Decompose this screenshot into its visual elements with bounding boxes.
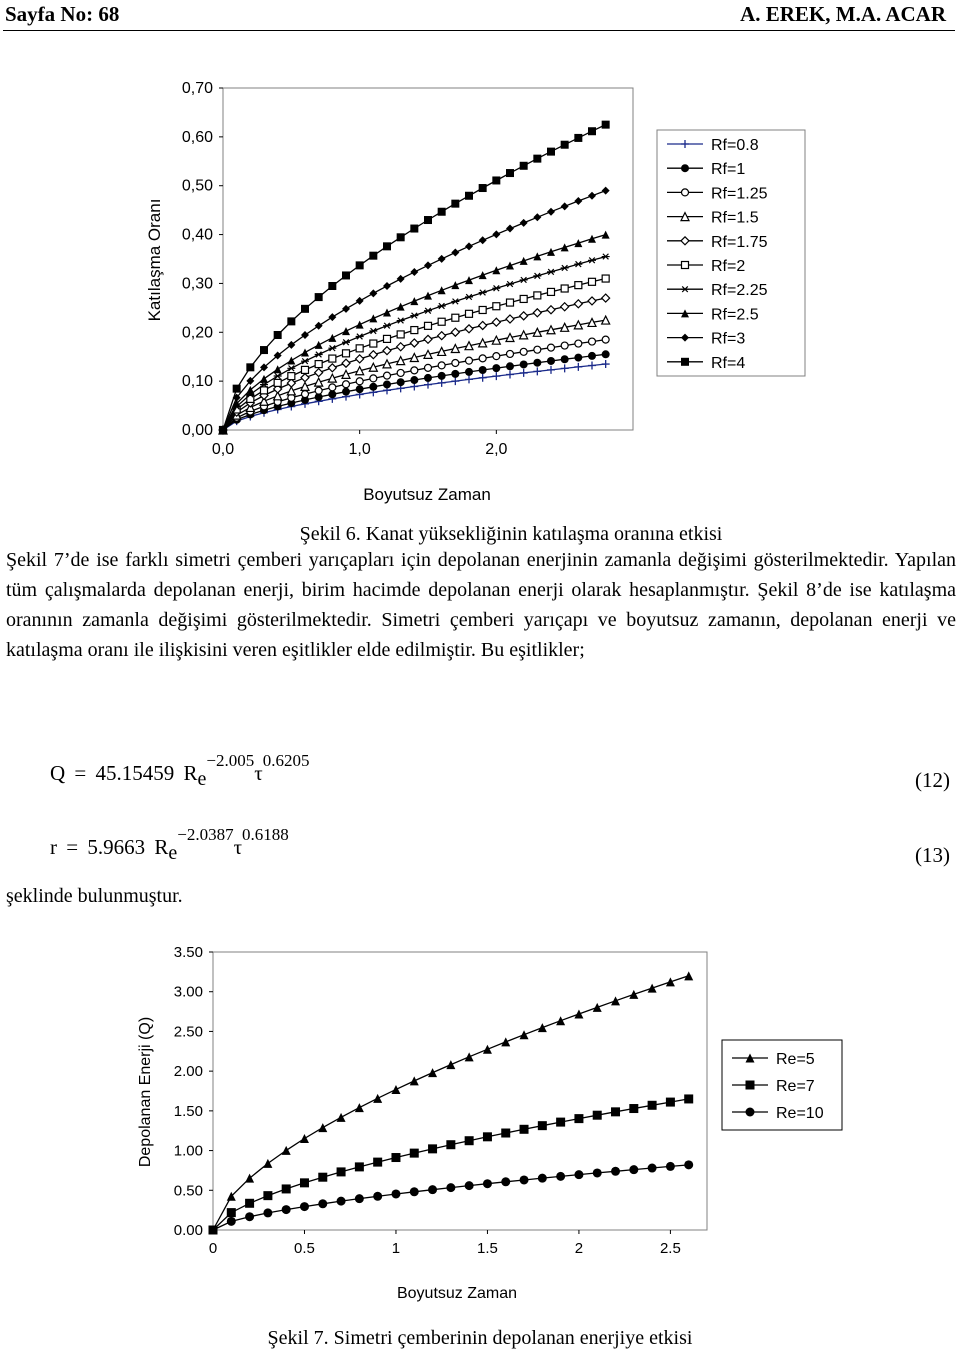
data-point: [246, 363, 254, 371]
data-point: [575, 340, 582, 347]
data-point: [438, 318, 445, 325]
data-point: [492, 364, 500, 372]
y-tick-label: 1.00: [173, 1142, 203, 1160]
data-point: [629, 1104, 638, 1113]
data-point: [483, 1132, 492, 1141]
data-point: [520, 295, 527, 302]
data-point: [548, 288, 555, 295]
data-point: [274, 379, 281, 386]
eq13-coefficient: 5.9663: [87, 835, 146, 859]
data-point: [506, 362, 514, 370]
data-point: [356, 261, 364, 269]
data-point: [391, 1153, 400, 1162]
data-point: [575, 282, 582, 289]
data-point: [611, 1107, 620, 1116]
y-tick-label: 2.50: [173, 1023, 203, 1041]
data-point: [369, 383, 377, 391]
data-point: [391, 1189, 400, 1198]
data-point: [684, 1160, 693, 1169]
data-point: [245, 1212, 254, 1221]
data-point: [533, 359, 541, 367]
legend-label: Rf=1.25: [711, 185, 768, 203]
legend-label: Rf=1.75: [711, 233, 768, 251]
data-point: [342, 388, 350, 396]
legend-label: Rf=0.8: [711, 137, 759, 154]
data-point: [589, 278, 596, 285]
data-point: [425, 364, 432, 371]
figure-6-caption: Şekil 6. Kanat yüksekliğinin katılaşma oranına etkisi: [299, 523, 723, 545]
data-point: [483, 1179, 492, 1188]
legend-label: Rf=4: [711, 354, 746, 372]
after-text: şeklinde bulunmuştur.: [6, 885, 183, 907]
data-point: [424, 374, 432, 382]
data-point: [315, 293, 323, 301]
y-axis-label: Depolanan Enerji (Q): [137, 1016, 154, 1168]
data-point: [373, 1158, 382, 1167]
data-point: [329, 384, 336, 391]
y-tick-label: 3.50: [173, 944, 203, 961]
data-point: [428, 1144, 437, 1153]
data-point: [466, 357, 473, 364]
data-point: [318, 1199, 327, 1208]
eq12-coefficient: 45.15459: [95, 761, 175, 785]
data-point: [282, 1184, 291, 1193]
data-point: [302, 391, 309, 398]
x-tick-label: 2,0: [485, 441, 508, 458]
data-point: [274, 331, 282, 339]
data-point: [260, 346, 268, 354]
x-tick-label: 0.5: [294, 1240, 315, 1257]
data-point: [588, 127, 596, 135]
data-point: [315, 387, 322, 394]
data-point: [300, 1202, 309, 1211]
data-point: [318, 1173, 327, 1182]
data-point: [288, 373, 295, 380]
data-point: [355, 1162, 364, 1171]
data-point: [397, 331, 404, 338]
data-point: [227, 1208, 236, 1217]
data-point: [410, 1187, 419, 1196]
legend-marker: [681, 358, 689, 366]
data-point: [337, 1167, 346, 1176]
data-point: [438, 362, 445, 369]
y-tick-label: 2.00: [173, 1063, 203, 1081]
data-point: [263, 1208, 272, 1217]
data-point: [593, 1168, 602, 1177]
data-point: [556, 1172, 565, 1181]
legend-marker: [746, 1081, 755, 1090]
x-tick-label: 2.5: [659, 1240, 681, 1257]
data-point: [520, 1175, 529, 1184]
data-point: [506, 169, 514, 177]
data-point: [588, 352, 596, 360]
y-tick-label: 0.50: [173, 1182, 203, 1200]
x-tick-label: 1: [391, 1240, 401, 1257]
data-point: [465, 1136, 474, 1145]
x-tick-label: 2: [574, 1240, 584, 1257]
data-point: [602, 350, 610, 358]
data-point: [373, 1192, 382, 1201]
data-point: [451, 370, 459, 378]
data-point: [410, 225, 418, 233]
data-point: [370, 375, 377, 382]
y-tick-label: 0,50: [181, 177, 213, 195]
data-point: [648, 1101, 657, 1110]
data-point: [501, 1177, 510, 1186]
data-point: [466, 310, 473, 317]
data-point: [397, 369, 404, 376]
legend-marker: [682, 262, 689, 269]
data-point: [383, 242, 391, 250]
data-point: [534, 292, 541, 299]
data-point: [479, 184, 487, 192]
eq13-exponent-2: 0.6188: [242, 825, 289, 844]
figure-7-caption: Şekil 7. Simetri çemberinin depolanan enerjiye etkisi: [267, 1327, 693, 1349]
x-tick-label: 1.5: [477, 1240, 498, 1257]
data-point: [602, 336, 609, 343]
eq12-equals: =: [74, 761, 87, 785]
eq13-tau: τ: [233, 835, 243, 859]
x-axis-label: Boyutsuz Zaman: [363, 485, 491, 504]
eq12-tau: τ: [254, 761, 263, 785]
equation-13-number: (13): [915, 843, 950, 867]
legend: [657, 130, 805, 376]
data-point: [411, 327, 418, 334]
data-point: [424, 216, 432, 224]
data-point: [507, 350, 514, 357]
eq13-equals: =: [66, 835, 79, 859]
data-point: [343, 350, 350, 357]
legend-label: Rf=2.5: [711, 306, 759, 324]
legend-marker: [682, 189, 689, 196]
data-point: [356, 385, 364, 393]
data-point: [263, 1191, 272, 1200]
legend: [722, 1040, 842, 1130]
data-point: [547, 148, 555, 156]
header-rule: [3, 30, 955, 31]
data-point: [479, 355, 486, 362]
data-point: [561, 285, 568, 292]
data-point: [602, 275, 609, 282]
body-paragraph: Şekil 7’de ise farklı simetri çemberi yarıçapları için depolanan enerjinin zamanla değişimi gösterilmektedir. Yapılan tüm çalışmalarda depolanan enerji, birim hacimde depolanan enerji olarak hesaplanmıştır. Şekil 8’de ise katılaşma oranının zamanla değişimi gösterilmektedir. Simetri çemberi yarıçapı ve boyutsuz zamanın, depolanan enerji ve katılaşma oranı ile ilişkisini veren eşitlikler elde edilmiştir. Bu eşitlikler;: [6, 549, 956, 661]
y-axis-label: Katılaşma Oranı: [145, 198, 164, 322]
eq12-lhs: Q: [50, 761, 66, 785]
data-point: [451, 200, 459, 208]
data-point: [384, 335, 391, 342]
data-point: [383, 380, 391, 388]
data-point: [410, 376, 418, 384]
data-point: [520, 162, 528, 170]
data-point: [520, 348, 527, 355]
data-point: [245, 1199, 254, 1208]
y-tick-label: 0.00: [173, 1222, 203, 1239]
data-point: [493, 353, 500, 360]
data-point: [452, 360, 459, 367]
data-point: [328, 390, 336, 398]
data-point: [355, 1194, 364, 1203]
data-point: [574, 134, 582, 142]
data-point: [520, 1125, 529, 1134]
x-axis-label: Boyutsuz Zaman: [396, 1285, 518, 1302]
data-point: [287, 317, 295, 325]
data-point: [465, 192, 473, 200]
legend-label: Rf=1.5: [711, 209, 759, 227]
data-point: [556, 1118, 565, 1127]
x-tick-label: 1,0: [348, 441, 371, 458]
data-point: [328, 282, 336, 290]
data-point: [561, 342, 568, 349]
data-point: [493, 303, 500, 310]
data-point: [397, 233, 405, 241]
data-point: [261, 387, 268, 394]
figure-7-chart: [0, 930, 960, 1310]
legend-marker: [681, 164, 689, 172]
page-number: Sayfa No: 68: [5, 2, 120, 26]
legend-label: Re=5: [776, 1051, 815, 1068]
eq13-subscript: e: [168, 842, 178, 865]
y-tick-label: 0,70: [181, 80, 213, 97]
y-tick-label: 0,10: [181, 373, 213, 391]
data-point: [411, 367, 418, 374]
y-tick-label: 0,00: [181, 422, 213, 439]
data-point: [315, 361, 322, 368]
eq13-lhs: r: [50, 835, 57, 859]
data-point: [520, 360, 528, 368]
legend-label: Rf=3: [711, 330, 746, 348]
data-point: [425, 322, 432, 329]
data-point: [492, 176, 500, 184]
data-point: [574, 1170, 583, 1179]
data-point: [384, 372, 391, 379]
authors: A. EREK, M.A. ACAR: [740, 2, 946, 26]
data-point: [538, 1121, 547, 1130]
eq12-exponent-1: −2.005: [206, 751, 255, 770]
data-point: [428, 1185, 437, 1194]
data-point: [446, 1183, 455, 1192]
legend-label: Rf=1: [711, 161, 746, 179]
data-point: [446, 1140, 455, 1149]
y-tick-label: 0,30: [181, 275, 213, 293]
legend-label: Rf=2.25: [711, 282, 768, 300]
data-point: [301, 305, 309, 313]
y-tick-label: 1.50: [173, 1102, 203, 1120]
data-point: [479, 306, 486, 313]
data-point: [547, 357, 555, 365]
data-point: [356, 378, 363, 385]
data-point: [300, 1178, 309, 1187]
data-point: [666, 1162, 675, 1171]
data-point: [534, 346, 541, 353]
data-point: [329, 355, 336, 362]
data-point: [507, 299, 514, 306]
eq13-R: R: [154, 835, 169, 859]
legend-marker: [746, 1108, 755, 1117]
equation-12: [50, 751, 310, 791]
data-point: [684, 1094, 693, 1103]
x-tick-label: 0: [208, 1240, 218, 1257]
legend-label: Rf=2: [711, 258, 746, 275]
data-point: [438, 208, 446, 216]
figure-6-chart: [0, 60, 960, 520]
data-point: [589, 338, 596, 345]
data-point: [465, 368, 473, 376]
data-point: [602, 121, 610, 129]
y-tick-label: 3.00: [173, 983, 203, 1001]
data-point: [533, 155, 541, 163]
data-point: [648, 1164, 657, 1173]
eq12-subscript: e: [197, 768, 207, 791]
eq12-R: R: [183, 761, 198, 785]
equation-12-number: (12): [915, 768, 950, 792]
data-point: [593, 1111, 602, 1120]
data-point: [561, 141, 569, 149]
data-point: [337, 1197, 346, 1206]
data-point: [548, 344, 555, 351]
data-point: [479, 366, 487, 374]
data-point: [219, 426, 227, 434]
data-point: [611, 1167, 620, 1176]
data-point: [438, 372, 446, 380]
y-tick-label: 0,20: [181, 324, 213, 342]
data-point: [370, 340, 377, 347]
data-point: [342, 271, 350, 279]
data-point: [397, 378, 405, 386]
data-point: [538, 1174, 547, 1183]
legend-label: Re=7: [776, 1078, 815, 1095]
data-point: [410, 1149, 419, 1158]
data-point: [233, 385, 241, 393]
data-point: [209, 1226, 218, 1235]
equation-13: [50, 825, 289, 865]
y-tick-label: 0,60: [181, 128, 213, 146]
eq13-exponent-1: −2.0387: [177, 825, 234, 844]
y-tick-label: 0,40: [181, 226, 213, 244]
data-point: [561, 355, 569, 363]
eq12-exponent-2: 0.6205: [262, 751, 310, 770]
data-point: [343, 381, 350, 388]
data-point: [282, 1205, 291, 1214]
data-point: [501, 1129, 510, 1138]
data-point: [356, 345, 363, 352]
data-point: [465, 1181, 474, 1190]
data-point: [574, 354, 582, 362]
data-point: [227, 1217, 236, 1226]
data-point: [452, 314, 459, 321]
data-point: [666, 1098, 675, 1107]
data-point: [302, 366, 309, 373]
data-point: [629, 1165, 638, 1174]
data-point: [369, 252, 377, 260]
data-point: [574, 1114, 583, 1123]
x-tick-label: 0,0: [211, 441, 235, 458]
legend-label: Re=10: [776, 1105, 824, 1122]
